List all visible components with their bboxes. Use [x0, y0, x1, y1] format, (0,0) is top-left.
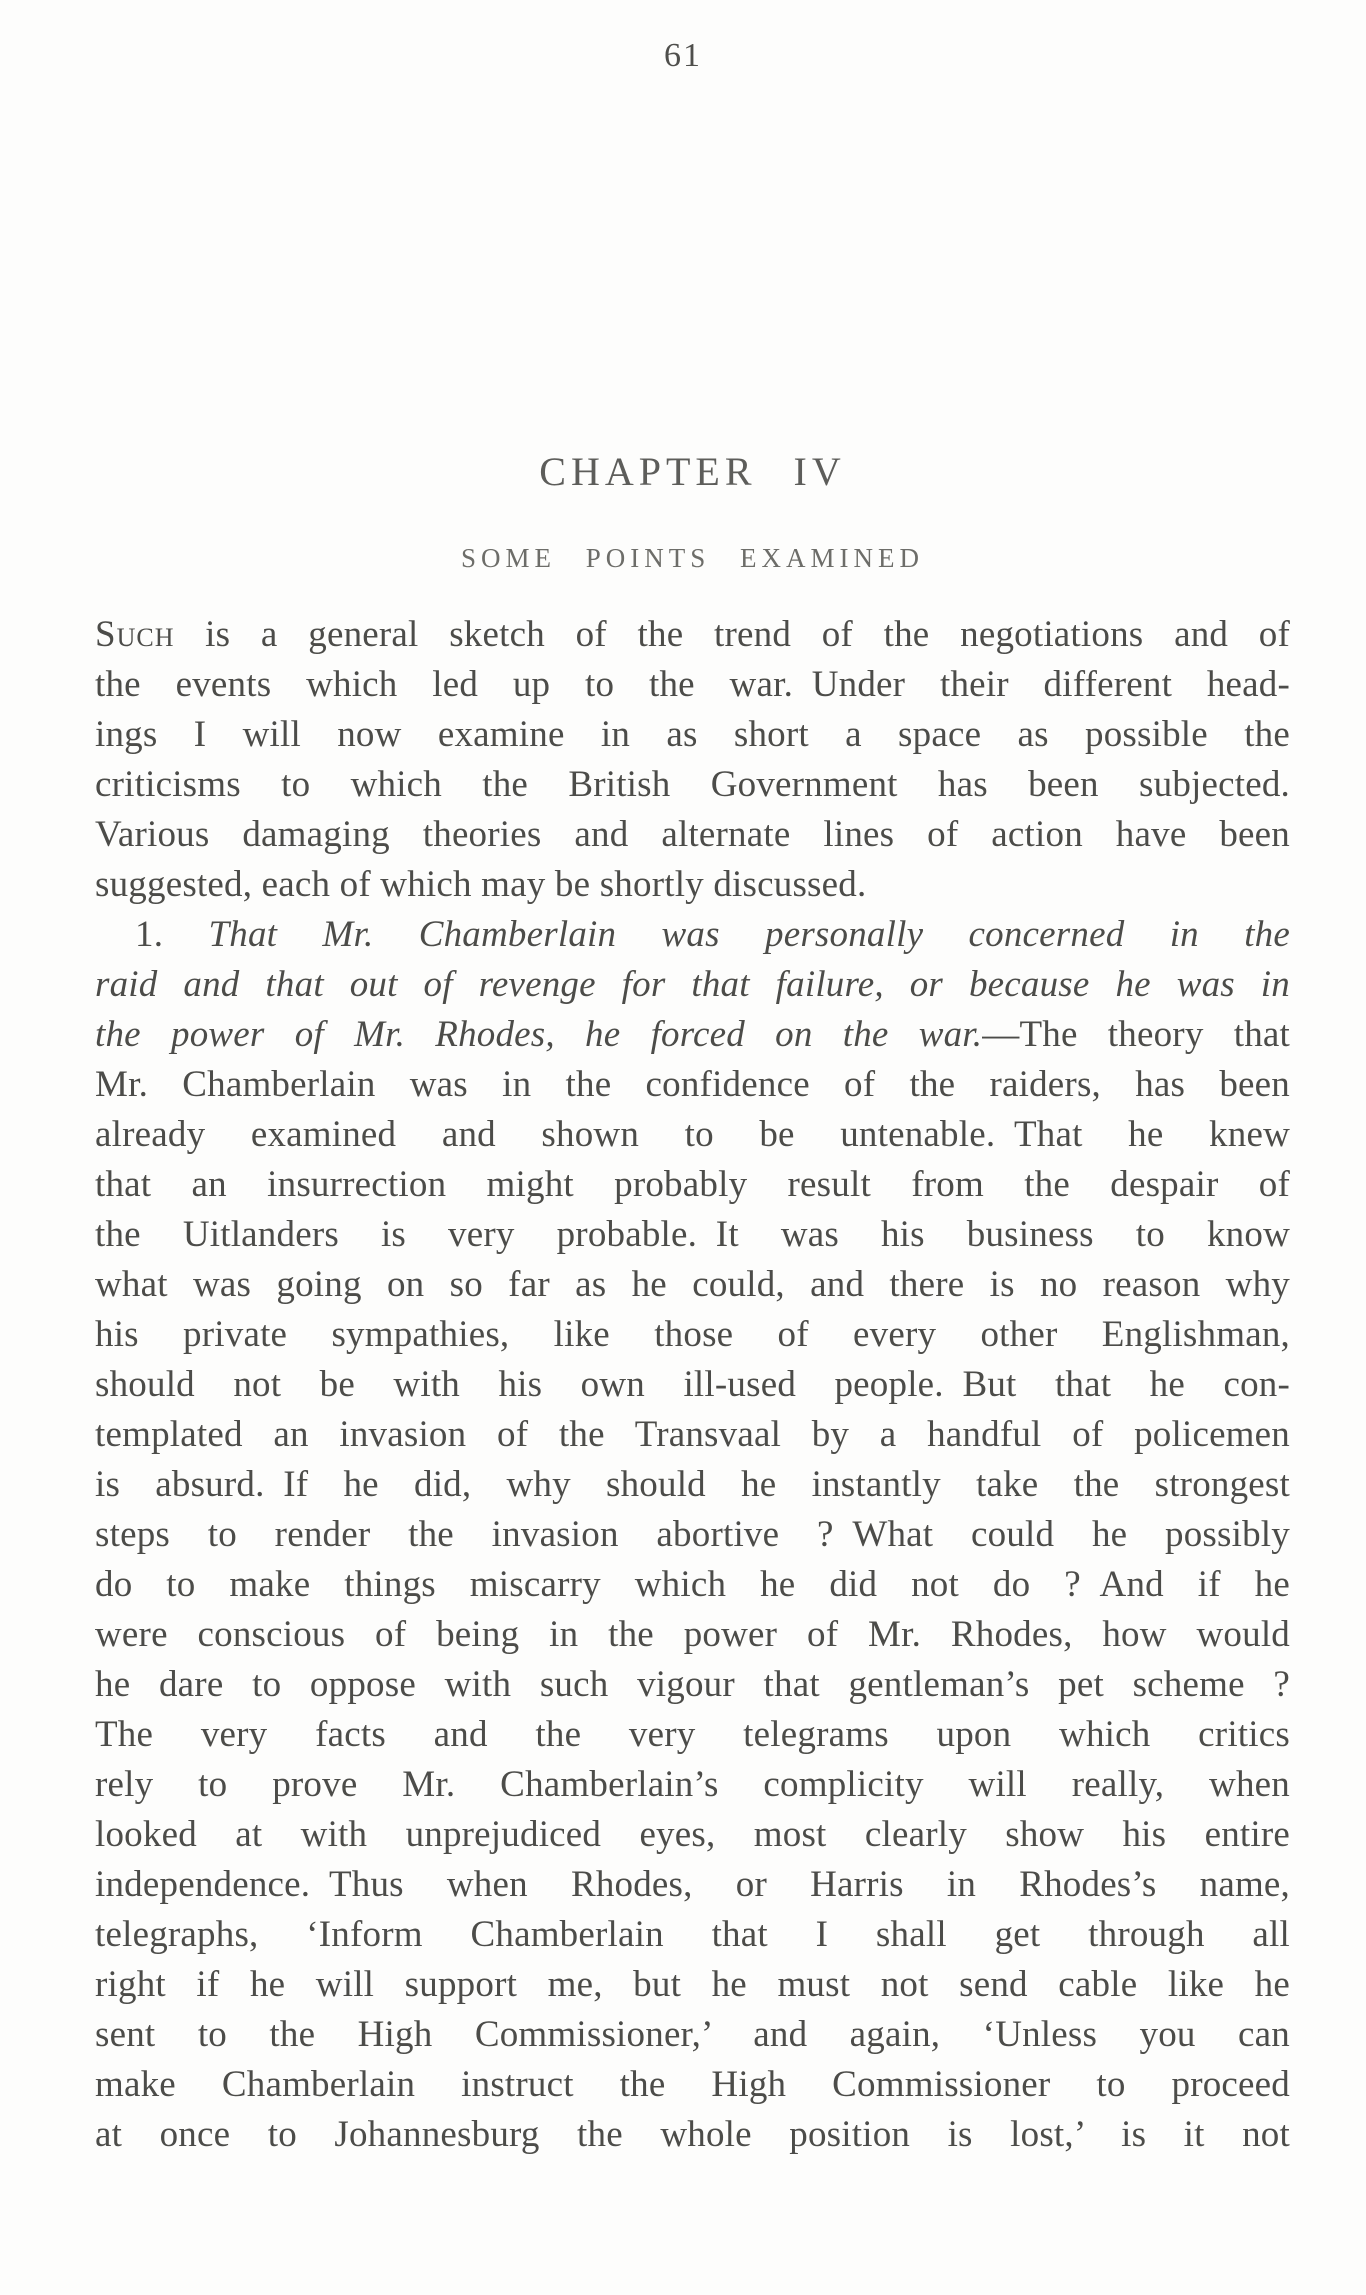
text-line: [95, 860, 1290, 910]
text-segment: Mr. Chamberlain was in the confidence of the raiders, has been: [95, 1064, 1290, 1105]
text-segment: raid and that out of revenge for that failure, or because he was in: [95, 964, 1290, 1005]
text-line: [95, 1360, 1290, 1410]
text-segment: what was going on so far as he could, and there is no reason why: [95, 1264, 1290, 1305]
text-line: [95, 1960, 1290, 2010]
chapter-heading: CHAPTER IV: [539, 449, 846, 494]
text-segment: that an insurrection might probably result from the despair of: [95, 1164, 1290, 1205]
text-line: [95, 1760, 1290, 1810]
text-column: [95, 448, 1290, 2160]
text-line: [95, 1410, 1290, 1460]
text-segment: right if he will support me, but he must not send cable like he: [95, 1964, 1290, 2005]
text-segment: looked at with unprejudiced eyes, most clearly show his entire: [95, 1814, 1290, 1855]
text-line: [95, 760, 1290, 810]
text-line: [95, 1810, 1290, 1860]
text-segment: his private sympathies, like those of every other Englishman,: [95, 1314, 1290, 1355]
text-segment: do to make things miscarry which he did not do ? And if he: [95, 1564, 1290, 1605]
text-line: [95, 710, 1290, 760]
text-line: [95, 910, 1290, 960]
text-line: [95, 1610, 1290, 1660]
text-segment: templated an invasion of the Transvaal by a handful of policemen: [95, 1414, 1290, 1455]
text-segment: he dare to oppose with such vigour that gentleman’s pet scheme ?: [95, 1664, 1290, 1705]
text-segment: the power of Mr. Rhodes, he forced on the war.: [95, 1014, 983, 1055]
text-line: [95, 810, 1290, 860]
text-line: [95, 1110, 1290, 1160]
text-line: [95, 660, 1290, 710]
text-segment: sent to the High Commissioner,’ and again, ‘Unless you can: [95, 2014, 1290, 2055]
text-line: [95, 610, 1290, 660]
page-number: 61: [664, 37, 702, 74]
text-line: [95, 2010, 1290, 2060]
text-segment: the Uitlanders is very probable. It was his business to know: [95, 1214, 1290, 1255]
text-segment: were conscious of being in the power of Mr. Rhodes, how would: [95, 1614, 1290, 1655]
text-line: [95, 1710, 1290, 1760]
text-segment: Such: [95, 614, 175, 655]
text-segment: already examined and shown to be untenable. That he knew: [95, 1114, 1290, 1155]
text-segment: rely to prove Mr. Chamberlain’s complicity will really, when: [95, 1764, 1290, 1805]
text-segment: make Chamberlain instruct the High Commissioner to proceed: [95, 2064, 1290, 2105]
text-segment: steps to render the invasion abortive ? What could he possibly: [95, 1514, 1290, 1555]
text-segment: 1.: [135, 914, 209, 955]
text-segment: —The theory that: [982, 1014, 1291, 1055]
text-line: [95, 1660, 1290, 1710]
text-segment: criticisms to which the British Government has been subjected.: [95, 764, 1290, 805]
text-line: [95, 1910, 1290, 1960]
text-line: [95, 1260, 1290, 1310]
text-line: [95, 1160, 1290, 1210]
text-segment: The very facts and the very telegrams upon which critics: [95, 1714, 1290, 1755]
text-segment: the events which led up to the war. Under their different head-: [95, 664, 1290, 705]
text-line: [95, 1060, 1290, 1110]
text-segment: Various damaging theories and alternate lines of action have been: [95, 814, 1290, 855]
text-line: [95, 960, 1290, 1010]
section-heading: SOME POINTS EXAMINED: [460, 543, 924, 573]
text-line: [95, 2060, 1290, 2110]
text-line: [95, 1510, 1290, 1560]
text-line: [95, 2110, 1290, 2160]
text-segment: That Mr. Chamberlain was personally concerned in the: [208, 914, 1290, 955]
text-line: [95, 1310, 1290, 1360]
text-line: [95, 1460, 1290, 1510]
text-line: [95, 1860, 1290, 1910]
body-text: [95, 610, 1290, 2160]
text-segment: independence. Thus when Rhodes, or Harris in Rhodes’s name,: [95, 1864, 1290, 1905]
text-line: [95, 1560, 1290, 1610]
text-segment: should not be with his own ill-used people. But that he con-: [95, 1364, 1290, 1405]
text-segment: is a general sketch of the trend of the negotiations and of: [174, 614, 1290, 655]
text-segment: is absurd. If he did, why should he instantly take the strongest: [95, 1464, 1290, 1505]
text-line: [95, 1010, 1290, 1060]
text-segment: at once to Johannesburg the whole position is lost,’ is it not: [95, 2114, 1290, 2155]
text-segment: telegraphs, ‘Inform Chamberlain that I shall get through all: [95, 1914, 1290, 1955]
text-line: [95, 1210, 1290, 1260]
text-segment: ings I will now examine in as short a space as possible the: [95, 714, 1290, 755]
text-segment: suggested, each of which may be shortly discussed.: [95, 864, 867, 905]
